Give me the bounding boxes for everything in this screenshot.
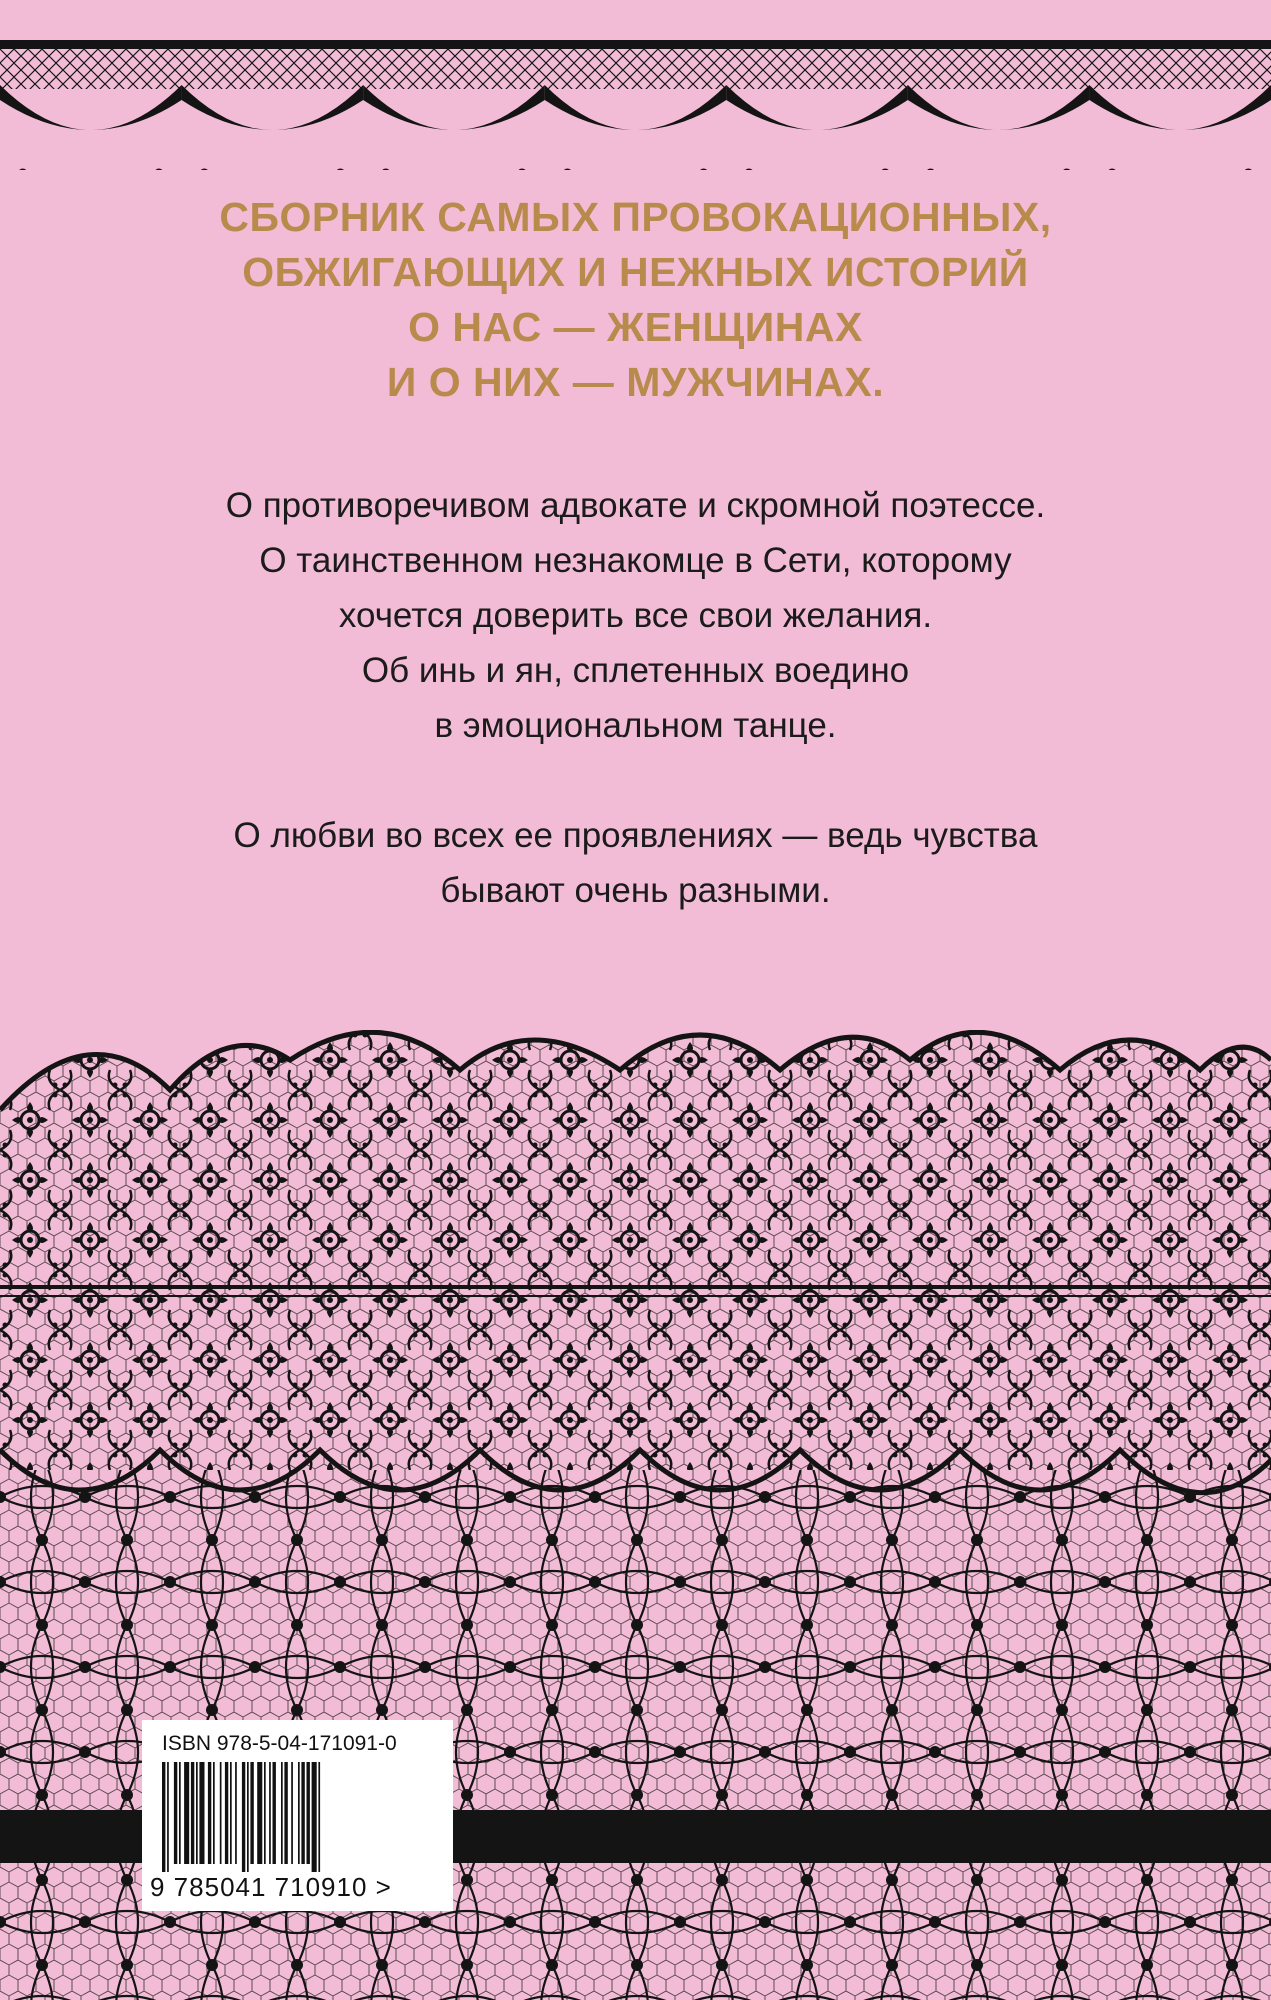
description-paragraph-1 xyxy=(0,478,1271,753)
headline-line-3: О НАС — ЖЕНЩИНАХ xyxy=(408,304,863,350)
headline-line-4: И О НИХ — МУЖЧИНАХ. xyxy=(386,359,885,405)
barcode-bars xyxy=(162,1762,432,1872)
paragraph-1-line-5: в эмоциональном танце. xyxy=(434,706,837,745)
paragraph-1-line-1: О противоречивом адвокате и скромной поэтессе. xyxy=(225,486,1046,525)
isbn-text: ISBN 978-5-04-171091-0 xyxy=(162,1732,397,1755)
paragraph-2-line-1: О любви во всех ее проявлениях — ведь чувства xyxy=(233,816,1038,855)
headline-line-1: СБОРНИК САМЫХ ПРОВОКАЦИОННЫХ, xyxy=(219,194,1052,240)
headline-line-2: ОБЖИГАЮЩИХ И НЕЖНЫХ ИСТОРИЙ xyxy=(242,249,1029,295)
paragraph-1-line-2: О таинственном незнакомце в Сети, которому xyxy=(259,541,1012,580)
description-paragraph-2 xyxy=(0,808,1271,918)
paragraph-2-line-2: бывают очень разными. xyxy=(440,871,831,910)
barcode-digits: 9 785041 710910 > xyxy=(150,1872,392,1902)
paragraph-1-line-4: Об инь и ян, сплетенных воедино xyxy=(361,651,910,690)
top-lace-border xyxy=(0,0,1271,170)
paragraph-1-line-3: хочется доверить все свои желания. xyxy=(338,596,933,635)
headline xyxy=(0,190,1271,410)
barcode-label xyxy=(142,1720,453,1911)
